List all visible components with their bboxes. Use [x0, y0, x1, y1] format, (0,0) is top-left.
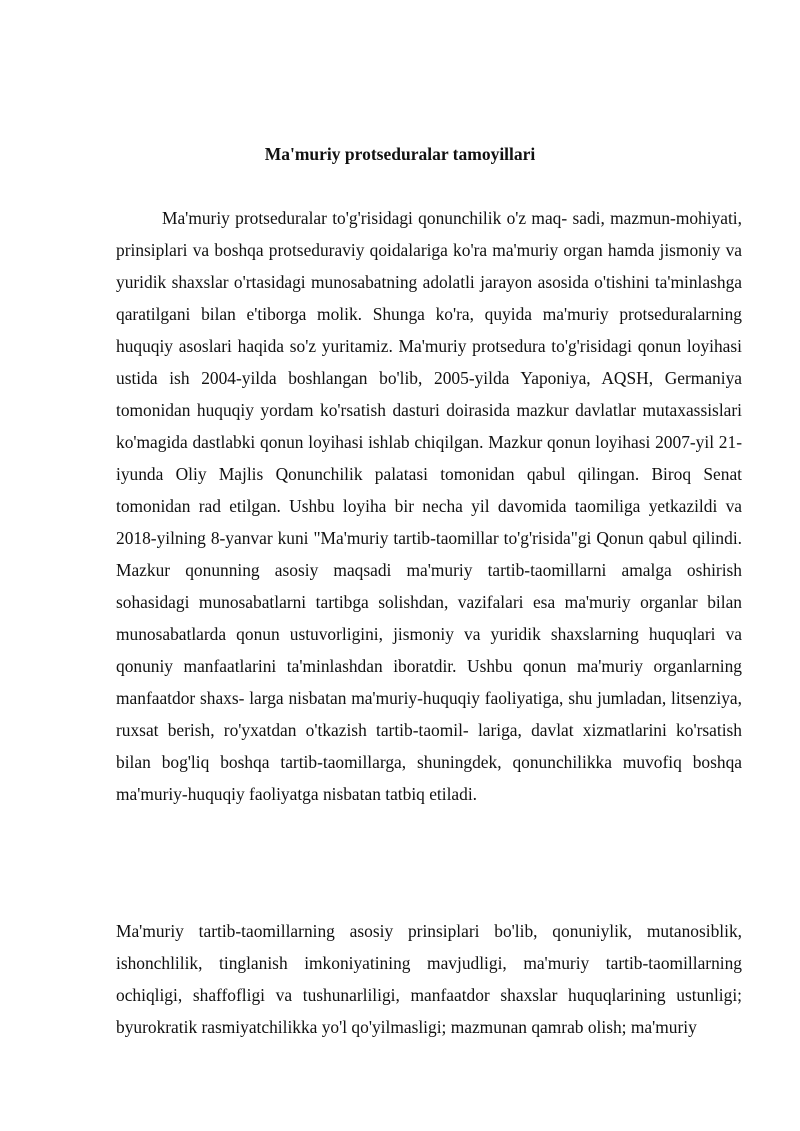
body-paragraph-1: Ma'muriy protseduralar to'g'risidagi qonunchilik o'z maq- sadi, mazmun-mohiyati, prinsiplari va boshqa protseduraviy qoidalariga ko'ra ma'muriy organ hamda jismoniy va yuridik shaxslar o'rtasidagi munosabatning adolatli jarayon asosida o'tishini ta'minlashga qaratilgani bilan e'tiborga molik. Shunga ko'ra, quyida ma'muriy protseduralarning huquqiy asoslari haqida so'z yuritamiz. Ma'muriy protsedura to'g'risidagi qonun loyihasi ustida ish 2004-yilda boshlangan bo'lib, 2005-yilda Yaponiya, AQSH, Germaniya tomonidan huquqiy yordam ko'rsatish dasturi doirasida mazkur davlatlar mutaxassislari ko'magida dastlabki qonun loyihasi ishlab chiqilgan. Mazkur qonun loyihasi 2007-yil 21-iyunda Oliy Majlis Qonunchilik palatasi tomonidan qabul qilingan. Biroq Senat tomonidan rad etilgan. Ushbu loyiha bir necha yil davomida taomiliga yetkazildi va 2018-yilning 8-yanvar kuni "Ma'muriy tartib-taomillar to'g'risida"gi Qonun qabul qilindi. Mazkur qonunning asosiy maqsadi ma'muriy tartib-taomillarni amalga oshirish sohasidagi munosabatlarni tartibga solishdan, vazifalari esa ma'muriy organlar bilan munosabatlarda qonun ustuvorligini, jismoniy va yuridik shaxslarning huquqlari va qonuniy manfaatlarini ta'minlashdan iboratdir. Ushbu qonun ma'muriy organlarning manfaatdor shaxs- larga nisbatan ma'muriy-huquqiy faoliyatiga, shu jumladan, litsenziya, ruxsat berish, ro'yxatdan o'tkazish tartib-taomil- lariga, davlat xizmatlarini ko'rsatish bilan bog'liq boshqa tartib-taomillarga, shuningdek, qonunchilikka muvofiq boshqa ma'muriy-huquqiy faoliyatga nisbatan tatbiq etiladi. [116, 208, 742, 804]
body-paragraph-2: Ma'muriy tartib-taomillarning asosiy prinsiplari bo'lib, qonuniylik, mutanosiblik, ishonchlilik, tinglanish imkoniyatining mavjudligi, ma'muriy tartib-taomillarning ochiqligi, shaffofligi va tushunarliligi, manfaatdor shaxslar huquqlarining ustunligi; byurokratik rasmiyatchilikka yo'l qo'yilmasligi; mazmunan qamrab olish; ma'muriy [116, 921, 742, 1037]
document-title: Ma'muriy protseduralar tamoyillari [264, 144, 536, 164]
